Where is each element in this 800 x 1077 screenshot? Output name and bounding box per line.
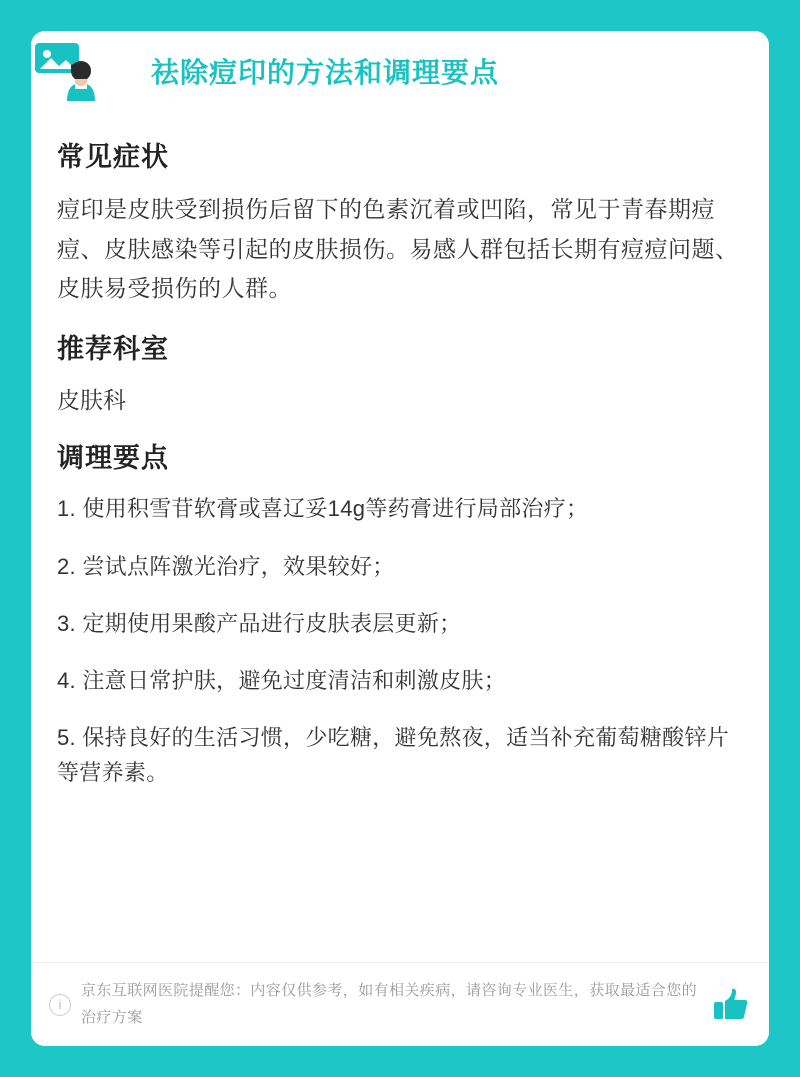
section-heading-care-points: 调理要点 — [57, 443, 169, 474]
disclaimer-text: 京东互联网医院提醒您：内容仅供参考，如有相关疾病，请咨询专业医生，获取最适合您的治疗方案 — [81, 982, 698, 1026]
page-title: 祛除痘印的方法和调理要点 — [151, 57, 500, 88]
list-item: 1. 使用积雪苷软膏或喜辽妥14g等药膏进行局部治疗； — [57, 496, 589, 522]
department-paragraph: 皮肤科 — [57, 386, 126, 413]
info-icon: i — [49, 994, 71, 1016]
thumbs-up-icon[interactable] — [711, 985, 751, 1025]
document-image-icon — [31, 39, 95, 111]
care-points-list — [57, 491, 743, 790]
list-item: 4. 注意日常护肤，避免过度清洁和刺激皮肤； — [57, 668, 507, 693]
list-item: 2. 尝试点阵激光治疗，效果较好； — [57, 553, 395, 579]
list-item: 3. 定期使用果酸产品进行皮肤表层更新； — [57, 610, 462, 636]
article-body — [57, 129, 743, 980]
section-heading-symptoms: 常见症状 — [57, 142, 169, 172]
symptoms-paragraph: 痘印是皮肤受到损伤后留下的色素沉着或凹陷，常见于青春期痘痘、皮肤感染等引起的皮肤损伤。易感人群包括长期有痘痘问题、皮肤易受损伤的人群。 — [57, 196, 739, 302]
section-heading-department: 推荐科室 — [57, 333, 169, 364]
content-card — [31, 31, 769, 1046]
footer-disclaimer-bar — [31, 962, 769, 1046]
list-item: 5. 保持良好的生活习惯，少吃糖，避免熬夜，适当补充葡萄糖酸锌片等营养素。 — [57, 725, 730, 786]
